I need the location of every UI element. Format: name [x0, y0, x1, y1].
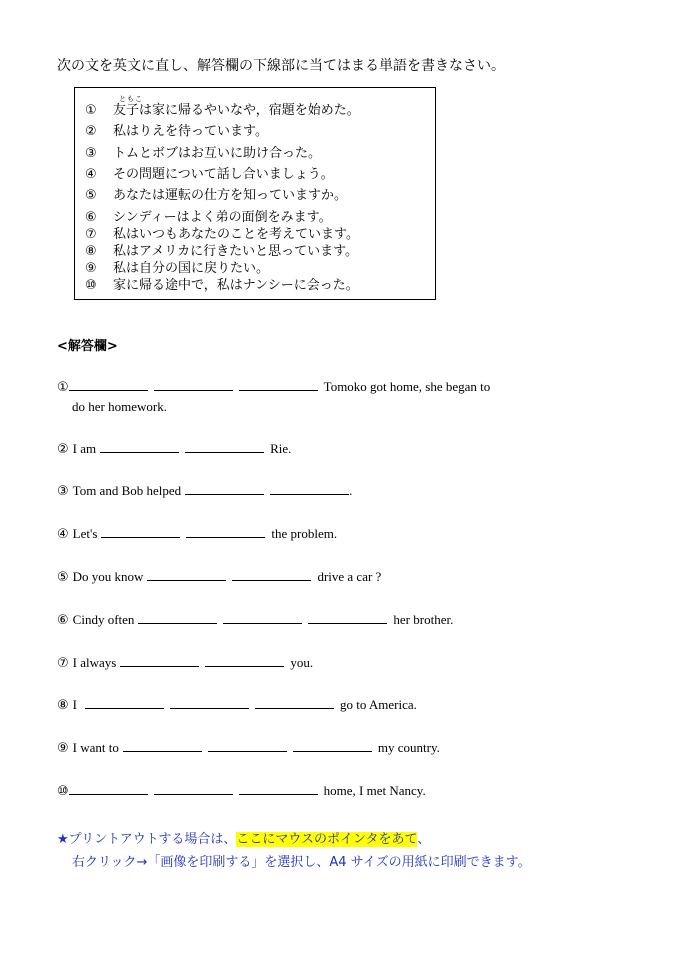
question-number: ⑨ [85, 261, 97, 276]
answer-number: ⑨ [57, 741, 69, 756]
print-note-line1 [57, 828, 430, 847]
question-number: ① [85, 103, 97, 118]
question-number: ④ [85, 167, 97, 182]
answer-text-after: the problem. [271, 526, 338, 541]
question-text: あなたは運転の仕方を知っていますか。 [113, 188, 348, 203]
note-text: プリントアウトする場合は、 [68, 832, 237, 847]
question-number: ⑧ [85, 244, 97, 259]
answer-text-after: Rie. [270, 441, 292, 456]
answer-number: ⑥ [57, 613, 69, 628]
question-text: 私はりえを待っています。 [113, 124, 268, 139]
answer-row [57, 568, 381, 585]
answer-continuation: do her homework. [72, 399, 167, 414]
answer-blank[interactable] [170, 696, 249, 709]
answer-blank[interactable] [185, 440, 264, 453]
answer-blank[interactable] [208, 739, 287, 752]
answer-text-after: my country. [377, 740, 440, 755]
answer-text-before: I am [72, 441, 97, 456]
answer-number: ⑤ [57, 570, 69, 585]
answer-blank[interactable] [138, 611, 217, 624]
answer-row [57, 696, 417, 713]
answer-blank[interactable] [100, 440, 179, 453]
answer-number: ⑩ [57, 784, 69, 799]
answer-text-before: Cindy often [72, 612, 135, 627]
answer-blank[interactable] [239, 378, 318, 391]
answer-blank[interactable] [205, 654, 284, 667]
answer-section-title: <解答欄> [57, 339, 118, 354]
answer-blank[interactable] [308, 611, 387, 624]
answer-blank[interactable] [185, 482, 264, 495]
answer-text-before: I always [72, 655, 117, 670]
answer-row [57, 654, 313, 671]
question-text: シンディーはよく弟の面倒をみます。 [113, 210, 332, 225]
question-text: 私は自分の国に戻りたい。 [113, 261, 270, 276]
answer-blank[interactable] [123, 739, 202, 752]
answer-text-after: Tomoko got home, she began to [323, 379, 491, 394]
question-text: トムとボブはお互いに助け合った。 [113, 146, 322, 161]
answer-blank[interactable] [69, 378, 148, 391]
question-item [85, 274, 359, 293]
answer-blank[interactable] [239, 782, 318, 795]
question-text: 友子は家に帰るやいなや，宿題を始めた。 [113, 103, 360, 118]
question-number: ② [85, 124, 97, 139]
answer-blank[interactable] [186, 525, 265, 538]
answer-blank[interactable] [232, 568, 311, 581]
question-item [85, 142, 321, 161]
answer-text-before: I [72, 697, 77, 712]
question-number: ③ [85, 146, 97, 161]
question-item [85, 163, 334, 182]
answer-text-after: her brother. [393, 612, 454, 627]
answer-blank[interactable] [255, 696, 334, 709]
question-number: ⑩ [85, 278, 97, 293]
answer-row [57, 440, 291, 457]
note-text: 、 [417, 832, 431, 847]
answer-number: ⑧ [57, 698, 69, 713]
question-box [74, 87, 436, 300]
answer-number: ① [57, 380, 69, 395]
answer-text-before: Let's [72, 526, 98, 541]
answer-number: ③ [57, 484, 69, 499]
answer-row [57, 611, 453, 628]
answer-row [57, 525, 337, 542]
print-note-line2: 右クリック→「画像を印刷する」を選択し、A4 サイズの用紙に印刷できます。 [72, 855, 531, 870]
answer-number: ④ [57, 527, 69, 542]
answer-blank[interactable] [293, 739, 372, 752]
answer-text-after: home, I met Nancy. [323, 783, 426, 798]
answer-blank[interactable] [101, 525, 180, 538]
answer-text-after: . [349, 483, 353, 498]
question-text: その問題について話し合いましょう。 [113, 167, 334, 182]
question-number: ⑤ [85, 188, 97, 203]
answer-number: ⑦ [57, 656, 69, 671]
question-item [85, 184, 347, 203]
answer-blank[interactable] [154, 378, 233, 391]
star-icon: ★ [57, 832, 69, 847]
answer-text-before: Do you know [72, 569, 144, 584]
question-text: 家に帰る途中で，私はナンシーに会った。 [113, 278, 359, 293]
answer-text-before: Tom and Bob helped [72, 483, 182, 498]
answer-text-after: go to America. [340, 697, 417, 712]
question-number: ⑦ [85, 227, 97, 242]
answer-row [57, 378, 490, 395]
question-item [85, 120, 268, 139]
answer-number: ② [57, 442, 69, 457]
question-text: 私はアメリカに行きたいと思っています。 [113, 244, 359, 259]
answer-text-before: I want to [72, 740, 119, 755]
answer-blank[interactable] [120, 654, 199, 667]
answer-row [57, 782, 426, 799]
answer-row [57, 482, 352, 499]
question-number: ⑥ [85, 210, 97, 225]
answer-text-after: you. [290, 655, 314, 670]
instruction-text: 次の文を英文に直し、解答欄の下線部に当てはまる単語を書きなさい。 [57, 58, 505, 74]
answer-blank[interactable] [270, 482, 349, 495]
furigana: ともこ [119, 95, 143, 103]
answer-row [57, 739, 440, 756]
print-image-link[interactable]: ここにマウスのポインタをあて [236, 832, 418, 847]
answer-blank[interactable] [154, 782, 233, 795]
answer-blank[interactable] [85, 696, 164, 709]
answer-blank[interactable] [69, 782, 148, 795]
answer-blank[interactable] [223, 611, 302, 624]
question-text: 私はいつもあなたのことを考えています。 [113, 227, 359, 242]
answer-text-after: drive a car ? [317, 569, 382, 584]
question-item [85, 95, 360, 118]
answer-blank[interactable] [147, 568, 226, 581]
